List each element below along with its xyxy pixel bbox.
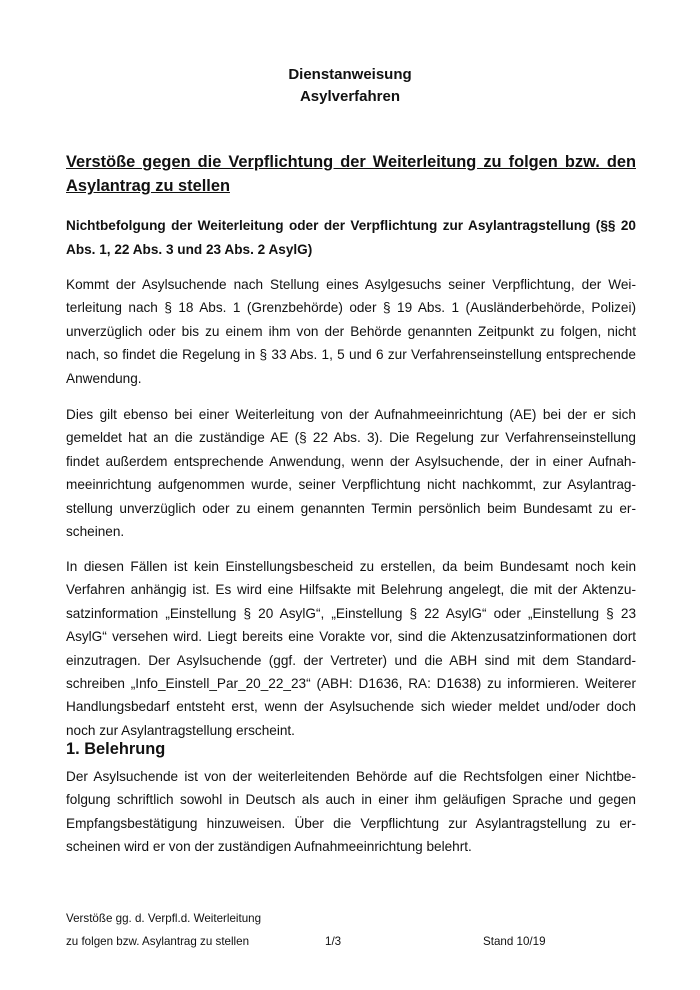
footer-title-line1: Verstöße gg. d. Verpfl.d. Weiterleitung [66,912,262,925]
footer-stand: Stand 10/19 [483,935,546,948]
paragraph: Dies gilt ebenso bei einer Weiterleitung von der Aufnahmeeinrichtung (AE) bei der er sich gemeldet hat an die zuständige AE (§ 22 Abs. 3). Die Regelung zur Verfahrenseinstellung findet außerdem entsprechende Anwendung, wenn der Asylsuchende, der in einer Aufnahmeeinrichtung aufgenommen wurde, seiner Verpflichtung nicht nachkommt, zur Asylantragstellung unverzüglich oder zu einem genannten Termin persönlich beim Bundesamt zu erscheinen. [66,407,636,540]
belehrung-paragraph: Der Asylsuchende ist von der weiterleitenden Behörde auf die Rechtsfolgen einer Nichtbefolgung schriftlich sowohl in Deutsch als auch in einer ihm geläufigen Sprache und gegen Empfangsbestätigung hinzuweisen. Über die Verpflichtung zur Asylantragstellung zu erscheinen wird er von der zuständigen Aufnahmeeinrichtung belehrt. [66,769,636,855]
document-subtitle: Asylverfahren [299,88,401,105]
document-title: Dienstanweisung [288,66,412,83]
belehrung-heading: 1. Belehrung [66,740,166,758]
section-heading: Verstöße gegen die Verpflichtung der Weiterleitung zu folgen bzw. den Asylantrag zu stellen [66,153,636,195]
paragraph: In diesen Fällen ist kein Einstellungsbescheid zu erstellen, da beim Bundesamt noch kein Verfahren anhängig ist. Es wird eine Hilfsakte mit Belehrung angelegt, die mit der Aktenzusatzinformation „Einstellung § 20 AsylG“, „Einstellung § 22 AsylG“ oder „Einstellung § 23 AsylG“ versehen wird. Liegt bereits eine Vorakte vor, sind die Aktenzusatzinformationen dort einzutragen. Der Asylsuchende (ggf. der Vertreter) und die ABH sind mit dem Standardschreiben „Info_Einstell_Par_20_22_23“ (ABH: D1636, RA: D1638) zu informieren. Weiterer Handlungsbedarf entsteht erst, wenn der Asylsuchende sich wieder meldet und/oder doch noch zur Asylantragstellung erscheint. [66,559,636,738]
section-subheading: Nichtbefolgung der Weiterleitung oder der Verpflichtung zur Asylantragstellung (§§ 20 Abs. 1, 22 Abs. 3 und 23 Abs. 2 AsylG) [66,218,636,257]
footer-title-line2: zu folgen bzw. Asylantrag zu stellen [66,935,250,948]
paragraph: Kommt der Asylsuchende nach Stellung eines Asylgesuchs seiner Verpflichtung, der Weiterleitung nach § 18 Abs. 1 (Grenzbehörde) oder § 19 Abs. 1 (Ausländerbehörde, Polizei) unverzüglich oder bis zu einem ihm von der Behörde genannten Zeitpunkt zu folgen, nicht nach, so findet die Regelung in § 33 Abs. 1, 5 und 6 zur Verfahrenseinstellung entsprechende Anwendung. [66,277,636,386]
footer-page-number: 1/3 [325,935,342,948]
